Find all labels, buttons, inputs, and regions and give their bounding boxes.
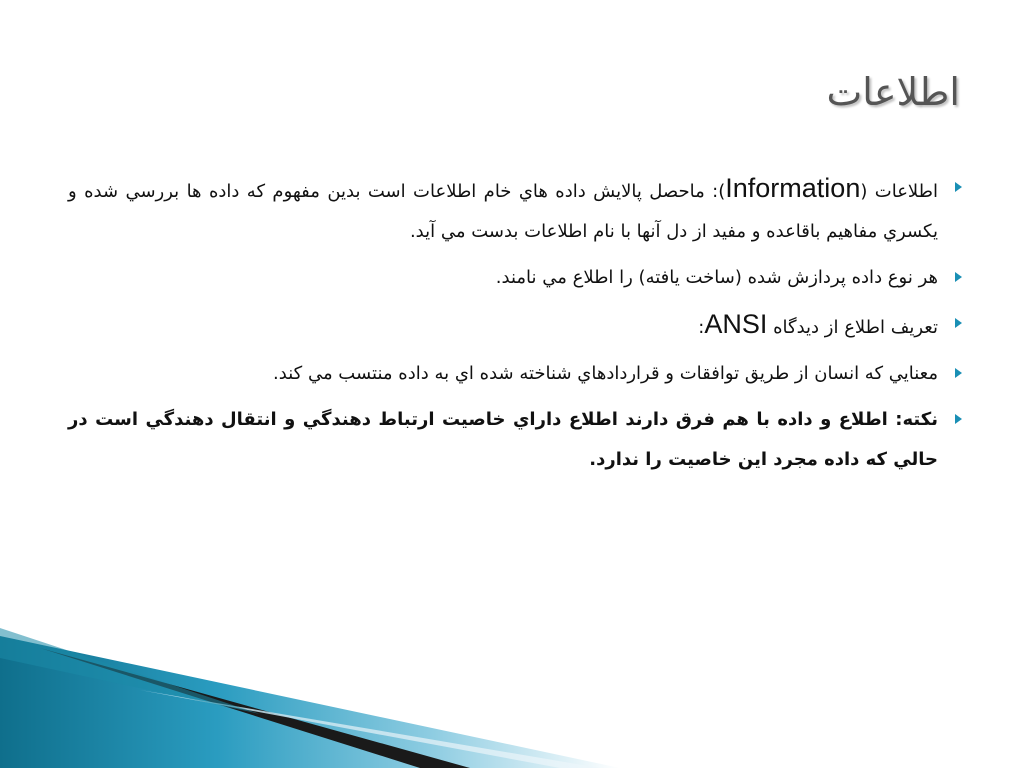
bullet-arrow-icon — [955, 318, 962, 328]
item-text: نکته: اطلاع و داده با هم فرق دارند اطلاع داراي خاصيت ارتباط دهندگي و انتقال دهندگي است در حالي که داده مجرد اين خاصيت را ندارد. — [68, 409, 938, 470]
item-text: معنايي که انسان از طريق توافقات و قراردادهاي شناخته شده اي به داده منتسب مي کند. — [273, 363, 938, 384]
item-text-before: تعريف اطلاع از ديدگاه — [767, 317, 938, 338]
slide-title: اطلاعات — [826, 70, 960, 114]
footer-wave-decoration — [0, 628, 1024, 768]
bullet-arrow-icon — [955, 414, 962, 424]
item-text-after: ): ماحصل پالايش داده هاي خام اطلاعات است بدين مفهوم که داده ها بررسي شده و يکسري مفاهيم باقاعده و مفيد از دل آنها با نام اطلاعات بدست مي آيد. — [68, 181, 938, 242]
item-text-before: اطلاعات ( — [860, 181, 939, 202]
bullet-item-ansi-definition — [68, 304, 938, 348]
item-latin-term: Information — [725, 173, 861, 203]
bullet-arrow-icon — [955, 272, 962, 282]
bullet-item-note — [68, 400, 938, 480]
item-text-after: : — [698, 317, 705, 338]
item-latin-term: ANSI — [704, 309, 768, 339]
bullet-item-processed-data — [68, 258, 938, 298]
bullet-arrow-icon — [955, 368, 962, 378]
item-text: هر نوع داده پردازش شده (ساخت يافته) را اطلاع مي نامند. — [495, 267, 938, 288]
bullet-item-meaning — [68, 354, 938, 394]
bullet-arrow-icon — [955, 182, 962, 192]
bullet-item-information-definition — [68, 168, 938, 252]
bullet-list — [68, 168, 938, 486]
